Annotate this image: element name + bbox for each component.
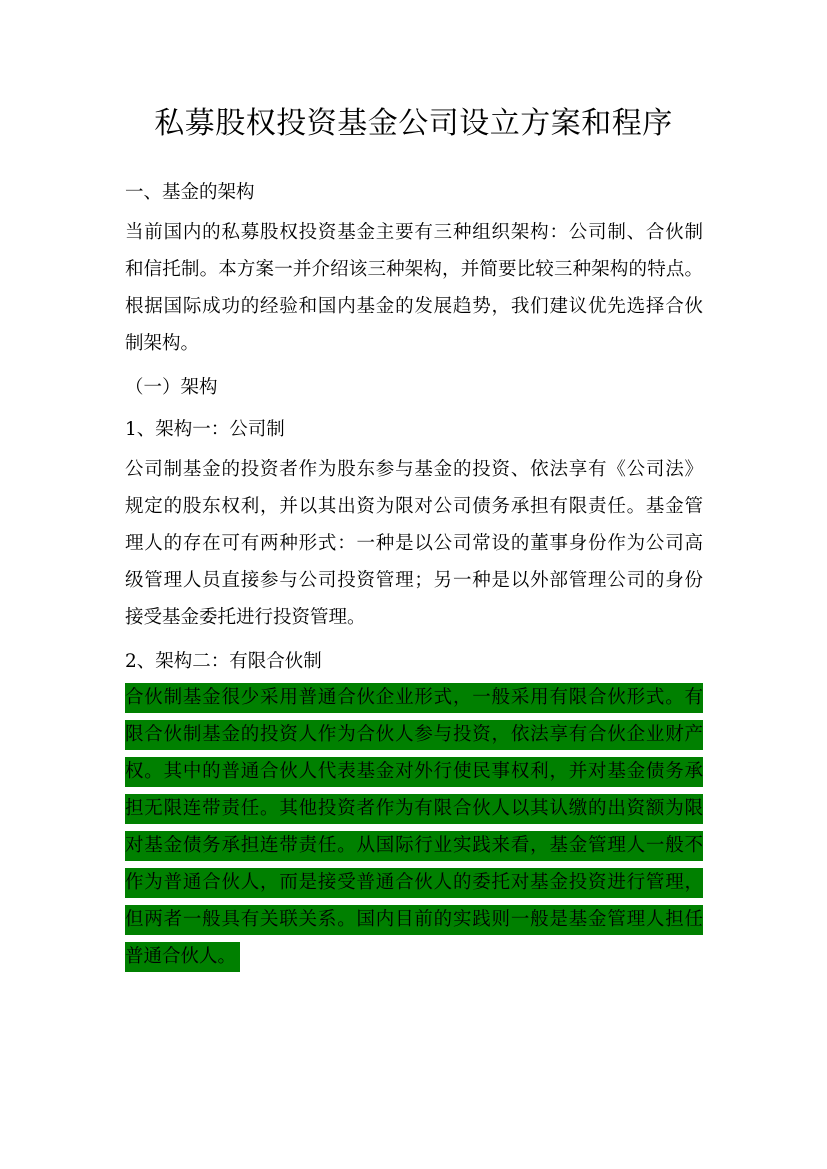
paragraph-line: 规定的股东权利，并以其出资为限对公司债务承担有限责任。基金管 [125,496,703,517]
sub-heading-structure: （一）架构 [125,377,218,398]
structure-2-highlighted-paragraph [125,683,703,992]
paragraph-line: 公司制基金的投资者作为股东参与基金的投资、依法享有《公司法》 [125,459,703,480]
paragraph-line: 根据国际成功的经验和国内基金的发展趋势，我们建议优先选择合伙 [125,296,703,317]
highlighted-line: 担无限连带责任。其他投资者作为有限合伙人以其认缴的出资额为限 [125,794,703,824]
paragraph-line: 当前国内的私募股权投资基金主要有三种组织架构：公司制、合伙制 [125,222,703,243]
structure-1-paragraph [125,451,703,636]
structure-2-heading: 2、架构二：有限合伙制 [125,651,322,672]
highlighted-line: 对基金债务承担连带责任。从国际行业实践来看，基金管理人一般不 [125,831,703,861]
highlighted-line: 作为普通合伙人，而是接受普通合伙人的委托对基金投资进行管理， [125,868,703,898]
highlighted-line: 合伙制基金很少采用普通合伙企业形式，一般采用有限合伙形式。有 [125,683,703,713]
paragraph-line: 制架构。 [125,333,200,354]
paragraph-line: 接受基金委托进行投资管理。 [125,607,366,628]
intro-paragraph [125,214,703,362]
paragraph-line: 和信托制。本方案一并介绍该三种架构，并简要比较三种架构的特点。 [125,259,703,280]
highlighted-line: 但两者一般具有关联关系。国内目前的实践则一般是基金管理人担任 [125,905,703,935]
highlighted-line: 限合伙制基金的投资人作为合伙人参与投资，依法享有合伙企业财产 [125,720,703,750]
paragraph-line: 级管理人员直接参与公司投资管理；另一种是以外部管理公司的身份 [125,570,703,591]
structure-1-heading: 1、架构一：公司制 [125,419,285,440]
document-body [125,172,703,997]
paragraph-line: 理人的存在可有两种形式：一种是以公司常设的董事身份作为公司高 [125,533,703,554]
document-title: 私募股权投资基金公司设立方案和程序 [154,106,673,141]
highlighted-line: 权。其中的普通合伙人代表基金对外行使民事权利，并对基金债务承 [125,757,703,787]
section-heading-fund-structure: 一、基金的架构 [125,182,255,203]
highlighted-line: 普通合伙人。 [125,942,240,972]
